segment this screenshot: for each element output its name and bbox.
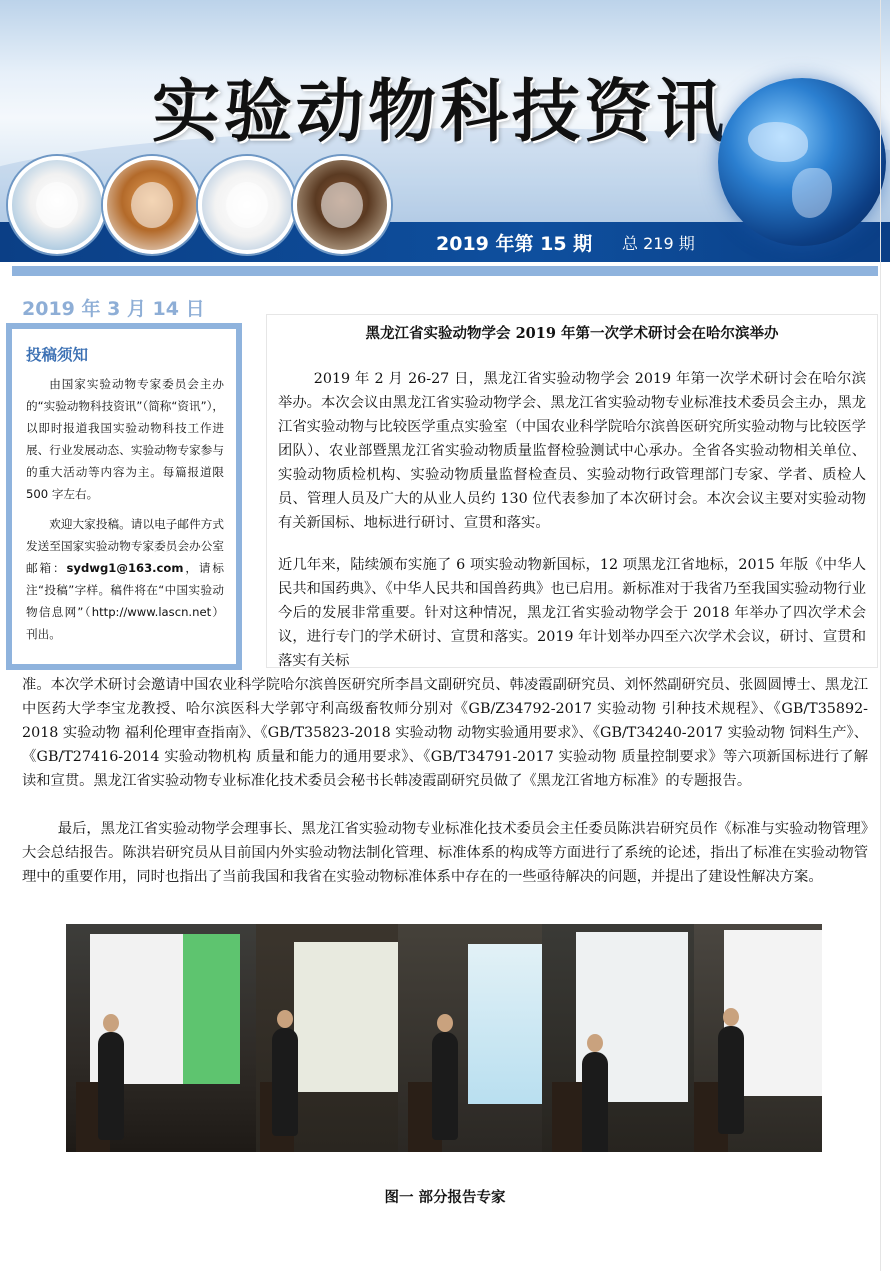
issue-number: 2019 年第 15 期 (436, 233, 593, 255)
notice-submission-text: 欢迎大家投稿。请以电子邮件方式发送至国家实验动物专家委员会办公室邮箱： (26, 517, 224, 575)
speaker-photos (66, 924, 822, 1152)
mouse-image (198, 156, 296, 254)
speaker-photo (694, 924, 822, 1152)
publication-title: 实验动物科技资讯 (151, 73, 728, 152)
rabbit-image (8, 156, 106, 254)
monkey-image (293, 156, 391, 254)
globe-image (718, 78, 886, 246)
total-issue: 总 219 期 (622, 234, 695, 253)
notice-email: sydwg1@163.com (66, 561, 184, 575)
speaker-photo (256, 924, 398, 1152)
speaker-photo (542, 924, 694, 1152)
notice-heading: 投稿须知 (26, 346, 89, 364)
article-title: 黑龙江省实验动物学会 2019 年第一次学术研讨会在哈尔滨举办 (365, 325, 779, 342)
beagle-image (103, 156, 201, 254)
submission-notice (6, 323, 242, 670)
publication-date: 2019 年 3 月 14 日 (22, 298, 205, 320)
figure-caption: 图一 部分报告专家 (384, 1189, 506, 1206)
header-banner (0, 0, 890, 262)
speaker-photo (66, 924, 256, 1152)
notice-submission-tail: ，请标注“投稿”字样。稿件将在“中国实验动物信息网”（http://www.lascn.net）刊出。 (26, 561, 224, 641)
speaker-photo (398, 924, 542, 1152)
notice-submission (26, 513, 224, 645)
article-paragraph-1: 2019 年 2 月 26-27 日，黑龙江省实验动物学会 2019 年第一次学术研讨会在哈尔滨举办。本次会议由黑龙江省实验动物学会、黑龙江省实验动物专业标准技术委员会主办，黑龙江省实验动物与比较医学重点实验室（中国农业科学院哈尔滨兽医研究所实验动物与比较医学团队）、农业部暨黑龙江省实验动物质量监督检验测试中心承办。全省各实验动物相关单位、实验动物质检机构、实验动物质量监督检查员、实验动物行政管理部门专家、学者、质检人员、管理人员及广大的从业人员约 130 位代表参加了本次研讨会。本次会议主要对实验动物有关新国标、地标进行研讨、宣贯和落实。 (278, 371, 866, 531)
page-edge (880, 0, 881, 1271)
notice-intro: 由国家实验动物专家委员会主办的“实验动物科技资讯”（简称“资讯”），以即时报道我国实验动物科技工作进展、行业发展动态、实验动物专家参与的重大活动等内容为主。每篇报道限 500 字左右。 (26, 377, 224, 501)
header-divider (12, 266, 878, 276)
article-paragraph-3: 准。本次学术研讨会邀请中国农业科学院哈尔滨兽医研究所李昌文副研究员、韩凌霞副研究员、刘怀然副研究员、张圆圆博士、黑龙江中医药大学李宝龙教授、哈尔滨医科大学郭守利高级畜牧师分别对《GB/Z34792-2017 实验动物 引种技术规程》、《GB/T35892-2018 实验动物 福利伦理审查指南》、《GB/T35823-2018 实验动物 动物实验通用要求》、《GB/T34240-2017 实验动物 饲料生产》、《GB/T27416-2014 实验动物机构 质量和能力的通用要求》、《GB/T34791-2017 实验动物 质量控制要求》等六项新国标进行了解读和宣贯。黑龙江省实验动物专业标准化技术委员会秘书长韩凌霞副研究员做了《黑龙江省地方标准》的专题报告。 (22, 677, 868, 789)
article-paragraph-4: 最后，黑龙江省实验动物学会理事长、黑龙江省实验动物专业标准化技术委员会主任委员陈洪岩研究员作《标准与实验动物管理》大会总结报告。陈洪岩研究员从目前国内外实验动物法制化管理、标准体系的构成等方面进行了系统的论述，指出了标准在实验动物管理中的重要作用，同时也指出了当前我国和我省在实验动物标准体系中存在的一些亟待解决的问题，并提出了建设性解决方案。 (22, 821, 868, 885)
article-paragraph-2: 近几年来，陆续颁布实施了 6 项实验动物新国标，12 项黑龙江省地标，2015 年版《中华人民共和国药典》、《中华人民共和国兽药典》也已启用。新标准对于我省乃至我国实验动物行业今后的发展非常重要。针对这种情况，黑龙江省实验动物学会于 2018 年举办了四次学术会议，进行专门的学术研讨、宣贯和落实。2019 年计划举办四至六次学术会议，研讨、宣贯和落实有关标 (278, 557, 866, 669)
